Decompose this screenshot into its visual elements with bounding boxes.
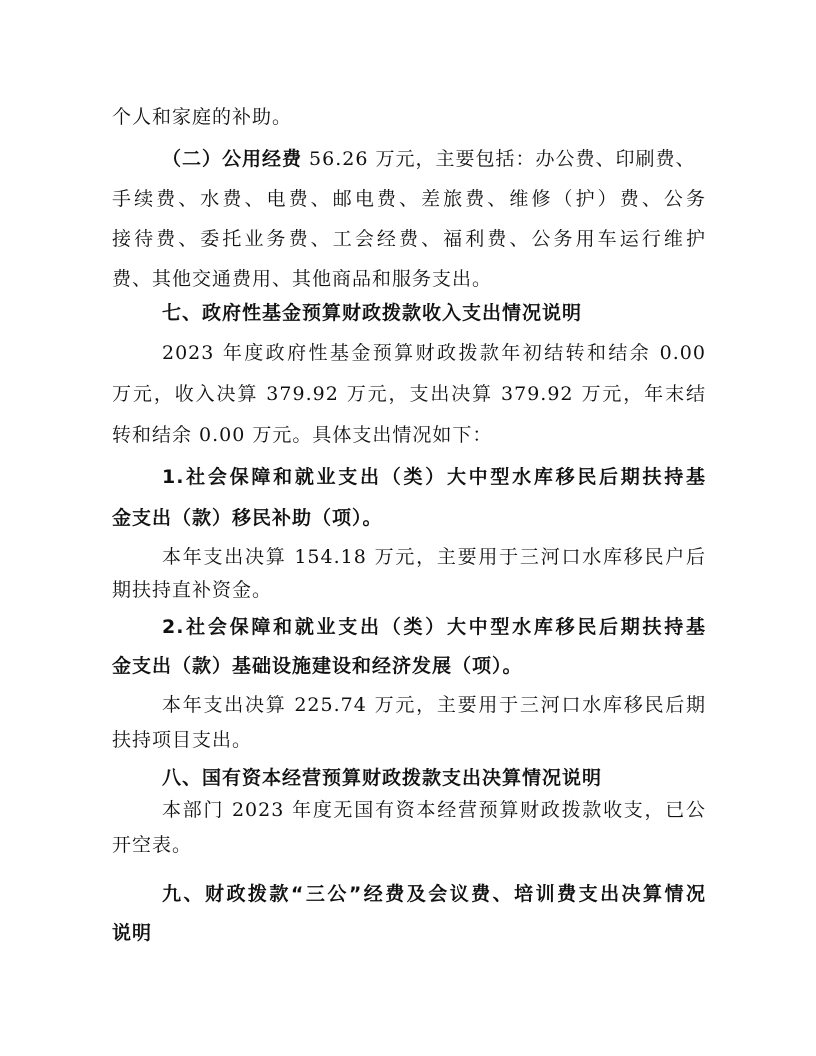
paragraph-line: 接待费、委托业务费、工会经费、福利费、公务用车运行维护 [112, 228, 706, 250]
paragraph-line: 期扶持直补资金。 [112, 579, 273, 601]
paragraph-line [162, 146, 706, 172]
paragraph-line: 扶持项目支出。 [112, 729, 253, 751]
paragraph-line: 本年支出决算 225.74 万元，主要用于三河口水库移民后期 [162, 694, 706, 716]
paragraph-line: 本部门 2023 年度无国有资本经营预算财政拨款收支，已公 [162, 799, 706, 821]
paragraph-line: 费、其他交通费用、其他商品和服务支出。 [112, 268, 493, 290]
paragraph-line: 本年支出决算 154.18 万元，主要用于三河口水库移民户后 [162, 546, 706, 568]
section-heading: 说明 [112, 922, 153, 944]
paragraph-line: 2023 年度政府性基金预算财政拨款年初结转和结余 0.00 [162, 342, 706, 364]
paragraph-line: 个人和家庭的补助。 [112, 106, 293, 128]
item-text: 56.26 万元，主要包括：办公费、印刷费、 [302, 148, 696, 170]
section-heading: 九、财政拨款“三公”经费及会议费、培训费支出决算情况 [162, 883, 706, 905]
subsection-heading: 1.社会保障和就业支出（类）大中型水库移民后期扶持基 [162, 466, 706, 488]
section-heading: 七、政府性基金预算财政拨款收入支出情况说明 [162, 302, 583, 324]
item-label: （二）公用经费 [162, 148, 303, 170]
subsection-heading: 金支出（款）移民补助（项）。 [112, 507, 383, 529]
paragraph-line: 万元，收入决算 379.92 万元，支出决算 379.92 万元，年末结 [112, 383, 706, 405]
paragraph-line: 开空表。 [112, 834, 193, 856]
subsection-heading: 金支出（款）基础设施建设和经济发展（项）。 [112, 655, 523, 677]
section-heading: 八、国有资本经营预算财政拨款支出决算情况说明 [162, 767, 603, 789]
subsection-heading: 2.社会保障和就业支出（类）大中型水库移民后期扶持基 [162, 616, 706, 638]
paragraph-line: 手续费、水费、电费、邮电费、差旅费、维修（护）费、公务 [112, 188, 706, 210]
paragraph-line: 转和结余 0.00 万元。具体支出情况如下： [112, 424, 493, 446]
